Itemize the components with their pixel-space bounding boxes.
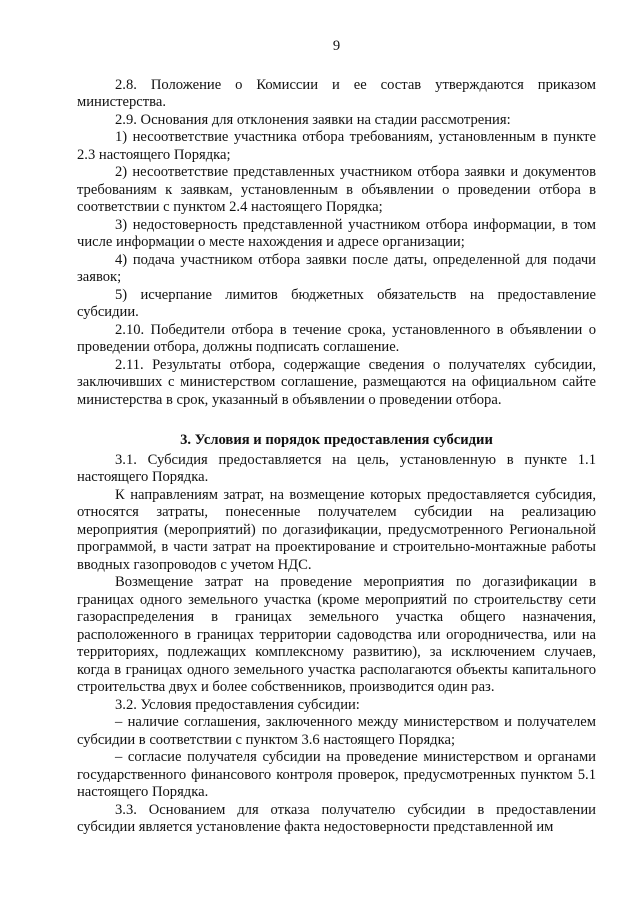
list-item-2-9-1: 1) несоответствие участника отбора требованиям, установленным в пункте 2.3 настоящего Порядка; <box>77 129 596 163</box>
page-number: 9 <box>332 38 341 54</box>
list-item-2-9-3: 3) недостоверность представленной участником отбора информации, в том числе информации о месте нахождения и адресе организации; <box>77 216 596 250</box>
list-item-2-9-2: 2) несоответствие представленных участником отбора заявки и документов требованиям к заявкам, установленным в объявлении о проведении отбора в соответствии с пунктом 2.4 настоящего Порядка; <box>77 164 596 215</box>
document-body <box>77 77 596 837</box>
condition-item-consent: – согласие получателя субсидии на проведение министерством и органами государственного финансового контроля проверок, предусмотренных пунктом 5.1 настоящего Порядка. <box>77 749 596 800</box>
paragraph-2-9: 2.9. Основания для отклонения заявки на стадии рассмотрения: <box>115 111 511 128</box>
paragraph-3-2: 3.2. Условия предоставления субсидии: <box>115 696 360 713</box>
paragraph-2-11: 2.11. Результаты отбора, содержащие сведения о получателях субсидии, заключивших с министерством соглашение, размещаются на официальном сайте министерства в срок, указанный в объявлении о проведении отбора. <box>77 356 596 408</box>
condition-item-agreement: – наличие соглашения, заключенного между министерством и получателем субсидии в соответствии с пунктом 3.6 настоящего Порядка; <box>77 714 596 748</box>
paragraph-cost-directions: К направлениям затрат, на возмещение которых предоставляется субсидия, относятся затраты, понесенные получателем субсидии на реализацию мероприятия (мероприятий) по догазификации, предусмотренного Региональной программой, в части затрат на проектирование и строительно-монтажные работы вводных газопроводов с учетом НДС. <box>77 486 596 573</box>
list-item-2-9-5: 5) исчерпание лимитов бюджетных обязательств на предоставление субсидии. <box>77 286 596 320</box>
paragraph-2-10: 2.10. Победители отбора в течение срока, установленного в объявлении о проведении отбора, должны подписать соглашение. <box>77 321 596 355</box>
section-3-heading: 3. Условия и порядок предоставления субсидии <box>180 432 493 448</box>
paragraph-3-1: 3.1. Субсидия предоставляется на цель, установленную в пункте 1.1 настоящего Порядка. <box>77 451 596 485</box>
paragraph-3-3: 3.3. Основанием для отказа получателю субсидии в предоставлении субсидии является установление факта недостоверности представленной им <box>77 801 596 835</box>
paragraph-cost-reimbursement: Возмещение затрат на проведение мероприятия по догазификации в границах одного земельного участка (кроме мероприятий по строительству сети газораспределения в границах земельного участка общего назначения, расположенного в границах территории садоводства или огородничества, или на территориях, подлежащих комплексному развитию), за исключением случаев, когда в границах одного земельного участка располагаются объекты капитального строительства двух и более собственников, производится один раз. <box>77 574 596 695</box>
list-item-2-9-4: 4) подача участником отбора заявки после даты, определенной для подачи заявок; <box>77 251 596 285</box>
paragraph-2-8: 2.8. Положение о Комиссии и ее состав утверждаются приказом министерства. <box>77 76 596 110</box>
